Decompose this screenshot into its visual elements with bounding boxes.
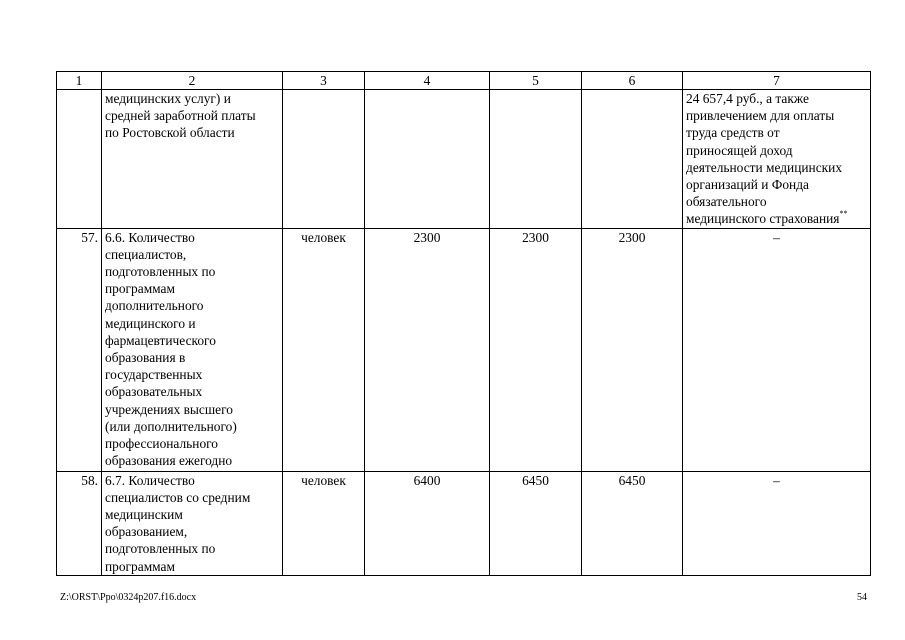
description-line: подготовленных по <box>105 264 216 280</box>
continuation-note-line: обязательного <box>686 194 767 210</box>
continuation-note-line: деятельности медицинских <box>686 159 843 175</box>
continuation-note-line: организаций и Фонда <box>686 177 809 193</box>
row-description <box>102 228 283 471</box>
row-value-col4: 6400 <box>365 471 490 575</box>
row-note: – <box>683 228 871 471</box>
continuation-number-cell <box>57 90 102 229</box>
row-value-col4: 2300 <box>365 228 490 471</box>
description-line: специалистов, <box>105 246 187 262</box>
program-indicators-table <box>56 71 871 576</box>
header-col-3: 3 <box>283 72 365 90</box>
continuation-col6-cell <box>582 90 683 229</box>
description-line: образования в <box>105 350 186 366</box>
header-col-5: 5 <box>490 72 582 90</box>
row-unit: человек <box>283 228 365 471</box>
row-value-col6: 6450 <box>582 471 683 575</box>
continuation-description-line: средней заработной платы <box>105 108 256 124</box>
description-line: 6.6. Количество <box>105 229 195 245</box>
continuation-row <box>57 90 871 229</box>
description-line: профессионального <box>105 436 218 452</box>
header-col-1: 1 <box>57 72 102 90</box>
description-line: медицинского и <box>105 315 196 331</box>
row-unit: человек <box>283 471 365 575</box>
row-number: 58. <box>57 471 102 575</box>
continuation-description-cell <box>102 90 283 229</box>
continuation-note-cell <box>683 90 871 229</box>
continuation-note-line: 24 657,4 руб., а также <box>686 91 809 106</box>
table-row-58 <box>57 471 871 575</box>
row-description <box>102 471 283 575</box>
description-line: образовательных <box>105 384 203 400</box>
description-line: образованием, <box>105 524 188 540</box>
continuation-note-line: приносящей доход <box>686 142 793 158</box>
row-value-col5: 6450 <box>490 471 582 575</box>
description-line: (или дополнительного) <box>105 418 237 434</box>
description-line: подготовленных по <box>105 541 216 557</box>
continuation-note-line: привлечением для оплаты <box>686 108 835 124</box>
continuation-note-line: труда средств от <box>686 125 780 141</box>
description-line: 6.7. Количество <box>105 472 195 488</box>
description-line: дополнительного <box>105 298 204 314</box>
description-line: государственных <box>105 367 203 383</box>
description-line: фармацевтического <box>105 332 216 348</box>
continuation-col4-cell <box>365 90 490 229</box>
continuation-note-last-text: медицинского страхования <box>686 211 840 227</box>
column-number-header-row <box>57 72 871 90</box>
header-col-7: 7 <box>683 72 871 90</box>
continuation-description-line: медицинских услуг) и <box>105 91 231 106</box>
description-line: учреждениях высшего <box>105 401 233 417</box>
header-col-2: 2 <box>102 72 283 90</box>
row-value-col6: 2300 <box>582 228 683 471</box>
header-col-4: 4 <box>365 72 490 90</box>
description-line: программам <box>105 281 175 297</box>
description-line: специалистов со средним <box>105 489 251 505</box>
description-line: программам <box>105 558 175 574</box>
footnote-marker: ** <box>839 208 848 218</box>
header-col-6: 6 <box>582 72 683 90</box>
continuation-note-line <box>686 210 867 227</box>
footer-file-path: Z:\ORST\Ppo\0324p207.f16.docx <box>60 592 197 603</box>
continuation-col5-cell <box>490 90 582 229</box>
row-note: – <box>683 471 871 575</box>
description-line: медицинским <box>105 507 183 523</box>
row-number: 57. <box>57 228 102 471</box>
continuation-description-line: по Ростовской области <box>105 125 235 141</box>
description-line: образования ежегодно <box>105 453 233 469</box>
continuation-unit-cell <box>283 90 365 229</box>
footer-page-number: 54 <box>857 592 867 603</box>
table-row-57 <box>57 228 871 471</box>
row-value-col5: 2300 <box>490 228 582 471</box>
